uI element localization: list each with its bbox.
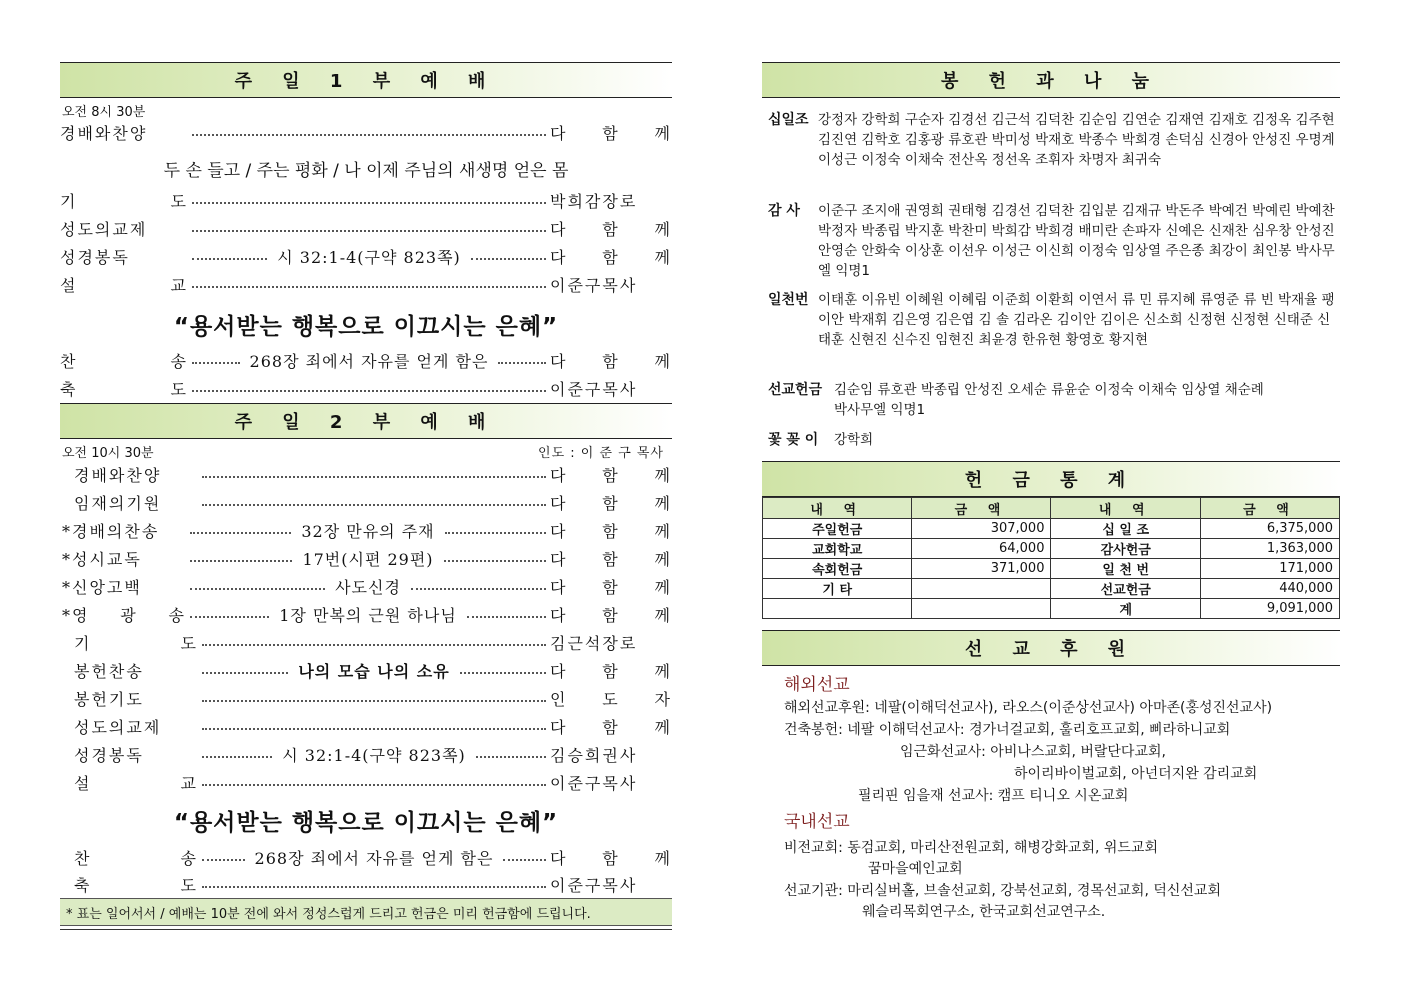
service1-praise-songs: 두 손 들고 / 주는 평화 / 나 이제 주님의 새생명 얻은 몸 [163,161,569,181]
s2-row-label: 봉헌기도 [74,689,144,709]
s1-row-value: 다 함 께 [550,219,672,239]
s2-row-detail: 32장 만유의 주재 [301,521,435,541]
s1-row-value: 다 함 께 [550,247,673,267]
s2-row-label: 성경봉독 [74,745,144,765]
s1-row-label: 기 도 [60,191,188,211]
s2-row-1 [60,490,672,514]
leader-dots [471,258,546,260]
column-header: 내 역 [763,498,912,519]
s2-row-value: 다 함 께 [550,848,672,868]
leader-dots [503,859,546,861]
overseas-mission-heading: 해외선교 [784,675,850,695]
table-cell [912,599,1051,619]
s1-row-detail: 시 32:1-4(구약 823쪽) [277,247,461,267]
service1-sermon-title: “용서받는 행복으로 이끄시는 은혜” [173,314,559,340]
mission-header [762,630,1340,666]
service1-title: 주 일 1 부 예 배 [234,71,498,92]
service2-sermon-title: “용서받는 행복으로 이끄시는 은혜” [173,810,559,836]
s2-row-0 [60,462,672,486]
s2-row-4 [60,574,672,598]
table-cell: 1,363,000 [1200,539,1339,559]
s2-row-5 [60,602,672,626]
leader-dots [444,560,546,562]
offering-title: 봉 헌 과 나 눔 [940,71,1161,92]
offering-group-mission [768,380,1340,420]
s1-row-detail: 268장 죄에서 자유를 얻게 함은 [249,351,489,371]
s2-row-detail: 나의 모습 나의 소유 [298,661,450,681]
leader-dots [202,672,288,674]
table-row-total [763,599,1340,619]
s2-row-value: 다 함 께 [550,549,672,569]
group-names: 김순임 류호관 박종립 안성진 오세순 류윤순 이정숙 이채숙 임상열 채순례 박사무엘 익명1 [834,382,1264,418]
s2-row-9 [60,714,672,738]
s2-row-label: 봉헌찬송 [74,661,144,681]
table-cell [763,599,912,619]
s1-row-3 [60,244,672,268]
s1-row-value: 다 함 께 [550,351,672,371]
leader-dots [202,728,546,730]
leader-dots [192,134,546,136]
s1-row-label: 경배와찬양 [60,123,148,143]
s2-row-value: 다 함 께 [550,717,672,737]
s2-row-label: 기 도 [74,633,198,653]
s2-row-label: *성시교독 [62,549,142,569]
service2-title: 주 일 2 부 예 배 [234,412,498,433]
s1-row-value: 다 함 께 [550,123,672,143]
s2-row-12 [60,845,672,869]
leader-dots [192,230,546,232]
leader-dots [190,616,269,618]
stats-title: 헌 금 통 계 [964,470,1138,491]
s1-row-6 [60,376,672,400]
s2-row-11 [60,770,672,794]
s1-row-label: 성도의교제 [60,219,148,239]
service2-time: 오전 10시 30분 [62,446,154,461]
s2-row-detail: 17번(시편 29편) [302,549,434,569]
table-row [763,579,1340,599]
s2-row-label: 찬 송 [74,848,198,868]
s1-row-value: 박희감장로 [550,191,638,211]
leader-dots [445,532,546,534]
s2-row-value: 다 함 께 [550,577,673,597]
s2-row-6 [60,630,672,654]
domestic-mission-heading: 국내선교 [784,812,850,832]
s2-row-value: 김근석장로 [550,633,638,653]
s2-row-label: *영 광 송 [62,605,186,625]
column-header: 내 역 [1051,498,1200,519]
leader-dots [192,286,546,288]
mission-title: 선 교 후 원 [964,639,1138,660]
s2-row-detail: 268장 죄에서 자유를 얻게 함은 [254,848,494,868]
group-names: 강정자 강학희 구순자 김경선 김근석 김덕찬 김순임 김연순 김재연 김재호 김정옥 김주현 김진연 김학호 김홍광 류호관 박미성 박재호 박종수 박희경 손덕심 신경아 안성진 우명계 이성근 이정숙 이채숙 전산옥 정선옥 조휘자 차명자 최귀숙 [818,112,1335,168]
s1-row-label: 설 교 [60,275,188,295]
s2-row-value: 다 함 께 [550,605,673,625]
leader-dots [190,560,292,562]
table-cell [912,579,1051,599]
table-cell: 9,091,000 [1200,599,1339,619]
table-cell: 감사헌금 [1051,539,1200,559]
group-heading: 십일조 [768,112,809,128]
s2-row-label: 성도의교제 [74,717,162,737]
mission-line: 비전교회: 동검교회, 마리산전원교회, 해병강화교회, 위드교회 [784,840,1158,856]
s2-row-13 [60,872,672,896]
table-header-row [763,498,1340,519]
bottom-divider [60,929,672,930]
leader-dots [192,362,240,364]
s2-row-3 [60,546,672,570]
group-heading: 선교헌금 [768,382,823,398]
group-heading: 꽃 꽂 이 [768,432,819,448]
s1-row-label: 찬 송 [60,351,188,371]
table-cell: 기 타 [763,579,912,599]
offering-group-thanks [768,201,1340,281]
table-cell: 일 천 번 [1051,559,1200,579]
table-cell: 선교헌금 [1051,579,1200,599]
s1-row-value: 이준구목사 [550,275,638,295]
s2-row-value: 이준구목사 [550,773,638,793]
table-cell: 307,000 [912,519,1051,539]
stats-header [762,461,1340,497]
s2-row-label: 설 교 [74,773,198,793]
leader-dots [202,504,546,506]
offering-header [762,62,1340,98]
leader-dots [202,784,546,786]
s2-row-label: *신앙고백 [62,577,142,597]
leader-dots [192,390,546,392]
s1-row-label: 축 도 [60,379,188,399]
s2-row-value: 다 함 께 [550,661,673,681]
s2-row-label: 임재의기원 [74,493,162,513]
mission-line: 필리핀 임을재 선교사: 캠프 티니오 시온교회 [858,788,1129,804]
table-cell: 주일헌금 [763,519,912,539]
service2-leader: 인도 : 이 준 구 목사 [538,446,664,461]
leader-dots [498,362,546,364]
offering-group-flowers [768,430,1340,450]
s1-row-value: 이준구목사 [550,379,638,399]
mission-line: 건축봉헌: 네팔 이해덕선교사: 경가너걸교회, 훌리호프교회, 삐라하니교회 [784,722,1231,738]
leader-dots [202,700,546,702]
leader-dots [202,644,546,646]
leader-dots [202,476,546,478]
table-row [763,539,1340,559]
leader-dots [190,588,325,590]
s2-row-value: 인 도 자 [550,689,672,709]
leader-dots [460,672,546,674]
s1-row-4 [60,272,672,296]
s2-row-label: *경배의찬송 [62,521,160,541]
offering-group-thousand [768,290,1340,350]
table-cell: 속회헌금 [763,559,912,579]
s1-row-1 [60,188,672,212]
s1-row-label: 성경봉독 [60,247,130,267]
s2-row-value: 이준구목사 [550,875,638,895]
s2-row-7 [60,658,672,682]
s2-row-value: 다 함 께 [550,493,672,513]
mission-line: 꿈마을예인교회 [868,861,963,877]
service1-header [60,62,672,98]
s1-row-2 [60,216,672,240]
column-header: 금 액 [912,498,1051,519]
group-names: 이준구 조지애 권영희 권태형 김경선 김덕찬 김입분 김재규 박돈주 박예건 박예린 박예찬 박정자 박종립 박지훈 박찬미 박희감 박희경 배미란 손파자 신예은 신재찬 심우창 안성진 안영순 안화숙 이상훈 이선우 이성근 이신희 이정숙 임상열 주은종 최강이 최인봉 박사무엘 익명1 [818,203,1335,279]
service1-time: 오전 8시 30분 [62,105,146,120]
mission-line: 선교기관: 마리실버홀, 브솔선교회, 강북선교회, 경목선교회, 덕신선교회 [784,883,1221,899]
leader-dots [192,258,267,260]
table-cell: 십 일 조 [1051,519,1200,539]
leader-dots [476,756,546,758]
table-cell: 371,000 [912,559,1051,579]
leader-dots [202,886,546,888]
leader-dots [190,532,291,534]
table-cell: 6,375,000 [1200,519,1339,539]
leader-dots [202,756,272,758]
table-cell: 64,000 [912,539,1051,559]
group-heading: 감 사 [768,203,800,219]
s2-row-detail: 시 32:1-4(구약 823쪽) [282,745,466,765]
s2-row-label: 경배와찬양 [74,465,162,485]
s2-row-value: 다 함 께 [550,465,672,485]
offering-group-tithe [768,110,1340,170]
table-cell: 171,000 [1200,559,1339,579]
mission-line: 웨슬리목회연구소, 한국교회선교연구소. [862,904,1106,920]
table-cell: 계 [1051,599,1200,619]
service-note: * 표는 일어서서 / 예배는 10분 전에 와서 정성스럽게 드리고 헌금은 미리 헌금함에 드립니다. [60,898,672,926]
table-row [763,519,1340,539]
offering-stats-table [762,497,1340,619]
leader-dots [192,202,546,204]
s2-row-detail: 사도신경 [335,577,401,597]
leader-dots [411,588,546,590]
mission-line: 임근화선교사: 아비나스교회, 버랄단다교회, [900,744,1166,760]
s2-row-10 [60,742,672,766]
table-cell: 440,000 [1200,579,1339,599]
group-heading: 일천번 [768,292,809,308]
s2-row-2 [60,518,672,542]
group-names: 강학희 [834,432,874,448]
leader-dots [467,616,546,618]
s2-row-detail: 1장 만복의 근원 하나님 [279,605,457,625]
leader-dots [202,859,245,861]
s2-row-value: 김승희권사 [550,745,638,765]
column-header: 금 액 [1200,498,1339,519]
group-names: 이태훈 이유빈 이혜원 이혜림 이준희 이환희 이연서 류 민 류지혜 류영준 류 빈 박재율 팽이안 박재휘 김은영 김은엽 김 솔 김라온 김이안 김이은 신소희 신정현 신정현 신태준 신태훈 신현진 신수진 임현진 최윤경 한유현 황영호 황지현 [818,292,1335,348]
s2-row-8 [60,686,672,710]
table-row [763,559,1340,579]
s2-row-label: 축 도 [74,875,198,895]
s1-row-5 [60,348,672,372]
table-cell: 교회학교 [763,539,912,559]
mission-line: 하이리바이벌교회, 아넌더지완 감리교회 [1014,766,1258,782]
mission-line: 해외선교후원: 네팔(이해덕선교사), 라오스(이준상선교사) 아마존(홍성진선교사) [784,700,1273,716]
s2-row-value: 다 함 께 [550,521,672,541]
service2-header [60,403,672,439]
s1-row-0 [60,120,672,144]
